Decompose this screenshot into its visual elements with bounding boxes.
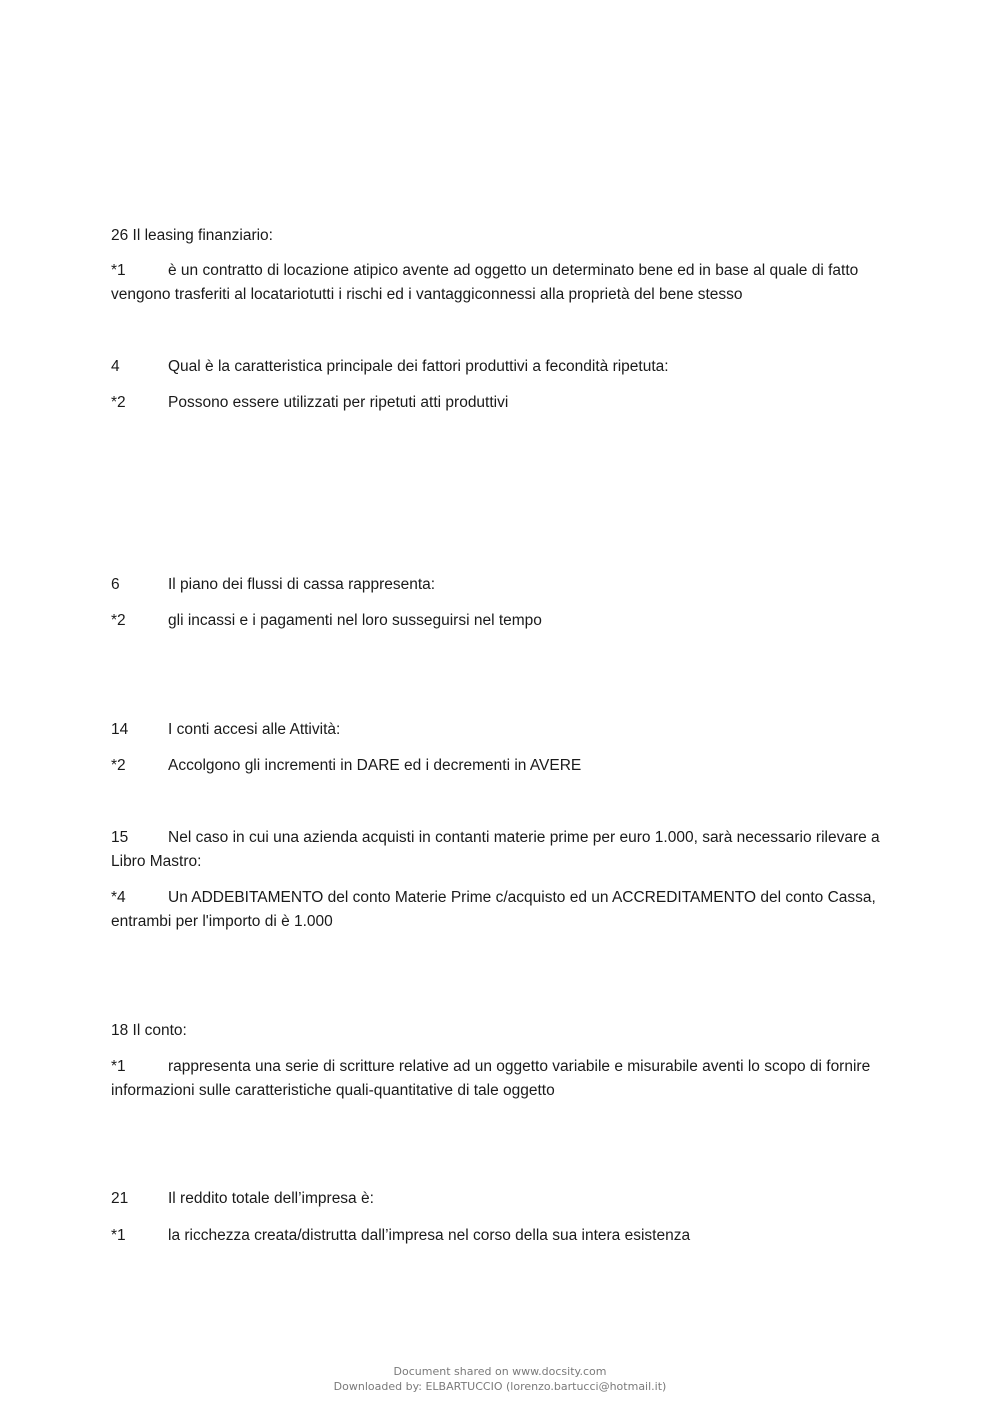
answer-4 <box>111 391 508 415</box>
question-text: Qual è la caratteristica principale dei fattori produttivi a fecondità ripetuta: <box>168 358 669 375</box>
question-number: 21 <box>111 1190 129 1207</box>
answer-number: *2 <box>111 612 126 629</box>
answer-number: *4 <box>111 889 126 906</box>
answer-21 <box>111 1224 690 1248</box>
answer-text: è un contratto di locazione atipico avente ad oggetto un determinato bene ed in base al quale di fatto vengono trasferiti al locatariotutti i rischi ed i vantaggiconnessi alla proprietà del bene stesso <box>111 262 859 303</box>
question-number: 4 <box>111 358 120 375</box>
question-number: 14 <box>111 721 129 738</box>
answer-text: rappresenta una serie di scritture relative ad un oggetto variabile e misurabile aventi lo scopo di fornire informazioni sulle caratteristiche quali-quantitative di tale oggetto <box>111 1058 871 1099</box>
question-text: Il reddito totale dell’impresa è: <box>168 1190 374 1207</box>
answer-6 <box>111 609 542 633</box>
question-text: Nel caso in cui una azienda acquisti in contanti materie prime per euro 1.000, sarà necessario rilevare a Libro Mastro: <box>111 829 880 870</box>
answer-number: *1 <box>111 262 126 279</box>
question-26: 26 Il leasing finanziario: <box>111 227 273 244</box>
answer-text: Possono essere utilizzati per ripetuti atti produttivi <box>168 394 509 411</box>
answer-15 <box>111 886 901 934</box>
answer-text: Accolgono gli incrementi in DARE ed i decrementi in AVERE <box>168 757 582 774</box>
question-text: I conti accesi alle Attività: <box>168 721 341 738</box>
answer-number: *2 <box>111 757 126 774</box>
question-number: 15 <box>111 829 129 846</box>
answer-26 <box>111 259 901 307</box>
answer-14 <box>111 754 581 778</box>
question-6 <box>111 573 435 597</box>
footer-download-note: Downloaded by: ELBARTUCCIO (lorenzo.bartucci@hotmail.it) <box>333 1380 667 1393</box>
answer-number: *2 <box>111 394 126 411</box>
answer-number: *1 <box>111 1058 126 1075</box>
answer-text: la ricchezza creata/distrutta dall’impresa nel corso della sua intera esistenza <box>168 1227 691 1244</box>
answer-text: Un ADDEBITAMENTO del conto Materie Prime c/acquisto ed un ACCREDITAMENTO del conto Cassa, entrambi per l'importo di è 1.000 <box>111 889 876 930</box>
answer-number: *1 <box>111 1227 126 1244</box>
question-15 <box>111 826 901 874</box>
question-21 <box>111 1187 374 1211</box>
question-number: 6 <box>111 576 120 593</box>
question-14 <box>111 718 340 742</box>
answer-text: gli incassi e i pagamenti nel loro susseguirsi nel tempo <box>168 612 542 629</box>
answer-18 <box>111 1055 901 1103</box>
question-4 <box>111 355 669 379</box>
question-text: Il piano dei flussi di cassa rappresenta: <box>168 576 436 593</box>
question-18: 18 Il conto: <box>111 1022 187 1039</box>
footer-shared-note: Document shared on www.docsity.com <box>393 1365 607 1378</box>
